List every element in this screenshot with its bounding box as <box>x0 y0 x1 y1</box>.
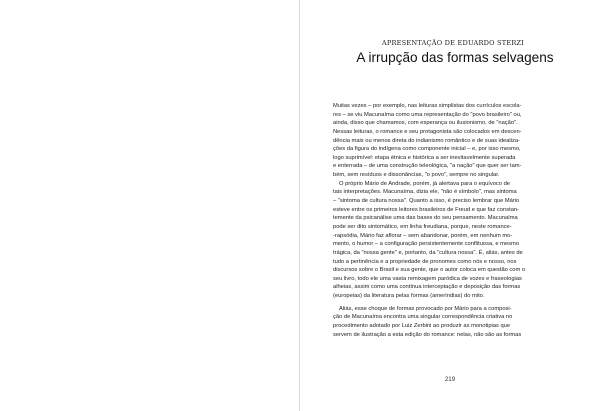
page-number: 219 <box>444 376 456 383</box>
text-line: Muitas vezes – por exemplo, nas leituras simplistas dos currículos escola- <box>333 103 522 109</box>
text-line: mento, o humor – a configuração persistentemente conflituosa, e mesmo <box>333 241 520 248</box>
text-line: seu livro, todo ele uma vasta remixagem paródica de vozes e fraseologias <box>333 275 522 282</box>
text-line: pode ser dito sintomático, em linha freudiana, porque, neste romance- <box>333 223 512 230</box>
paragraph <box>333 180 574 301</box>
text-line: trágica, da "nossa gente" e, portanto, da "cultura nossa". É, aliás, antes de <box>333 249 523 256</box>
text-line: dência mais ou menos direta do indianismo romântico e de suas idealiza- <box>333 137 520 144</box>
text-line: (europeias) da literatura pelas formas (ameríndias) do mito. <box>333 293 485 300</box>
text-line: procedimento adotado por Luiz Zerbini ao produzir as monotipias que <box>333 323 511 330</box>
text-line: logo suprimível: etapa étnica e histórica a ser inevitavelmente superada <box>333 154 516 161</box>
body-text <box>333 102 574 339</box>
chapter-title: A irrupção das formas selvagens <box>356 50 554 65</box>
text-line: O próprio Mário de Andrade, porém, já alertava para o equívoco de <box>339 180 511 187</box>
text-line: discursos sobre o Brasil e sua gente, que o autor coloca em questão com o <box>333 267 526 274</box>
text-line: ções da figura do indígena como componente inicial – e, por isso mesmo, <box>333 146 521 153</box>
text-line: alheias, assim como uma contínua interceptação e deposição das formas <box>333 284 521 291</box>
text-line: servem de ilustração a esta edição do romance: nelas, não são as formas <box>333 331 522 338</box>
text-line: bém, sem resíduos e dissonâncias, "o povo", sempre no singular. <box>333 172 500 179</box>
text-line: res – se viu Macunaíma como uma representação do "povo brasileiro" ou, <box>333 111 522 118</box>
text-line: tudo a pertinência e a propriedade de pronomes como nós e nosso, nos <box>333 258 517 265</box>
chapter-kicker: APRESENTAÇÃO DE EDUARDO STERZI <box>381 39 525 47</box>
text-line: ainda, disso que chamamos, com esperança ou ilusionismo, de "nação". <box>333 120 518 127</box>
text-line: esteve entre os primeiros leitores brasileiros de Freud e que faz constan- <box>333 206 520 213</box>
page-gutter <box>299 0 300 411</box>
text-line: tais interpretações. Macunaíma, dizia ele, "não é símbolo", mas sintoma <box>333 189 517 196</box>
paragraph <box>333 305 574 340</box>
text-line: – "sintoma de cultura nossa". Quanto a isso, é preciso lembrar que Mário <box>333 198 520 205</box>
text-line: Nessas leituras, o romance e seu protagonista são colocados em descen- <box>333 128 522 135</box>
text-line: Aliás, esse choque de formas provocado por Mário para a composi- <box>339 305 512 312</box>
text-line: ção de Macunaíma encontra uma singular correspondência criativa no <box>333 314 513 321</box>
paragraph <box>333 102 574 180</box>
text-line: -rapsódia, Mário faz aflorar – sem abandonar, porém, em nenhum mo- <box>333 232 513 239</box>
text-line: temente da psicanálise uma das bases do seu pensamento. Macunaíma <box>333 215 518 222</box>
text-line: e enterrada – de uma construção teleológica, "a nação" que quer ser tam- <box>333 163 522 170</box>
